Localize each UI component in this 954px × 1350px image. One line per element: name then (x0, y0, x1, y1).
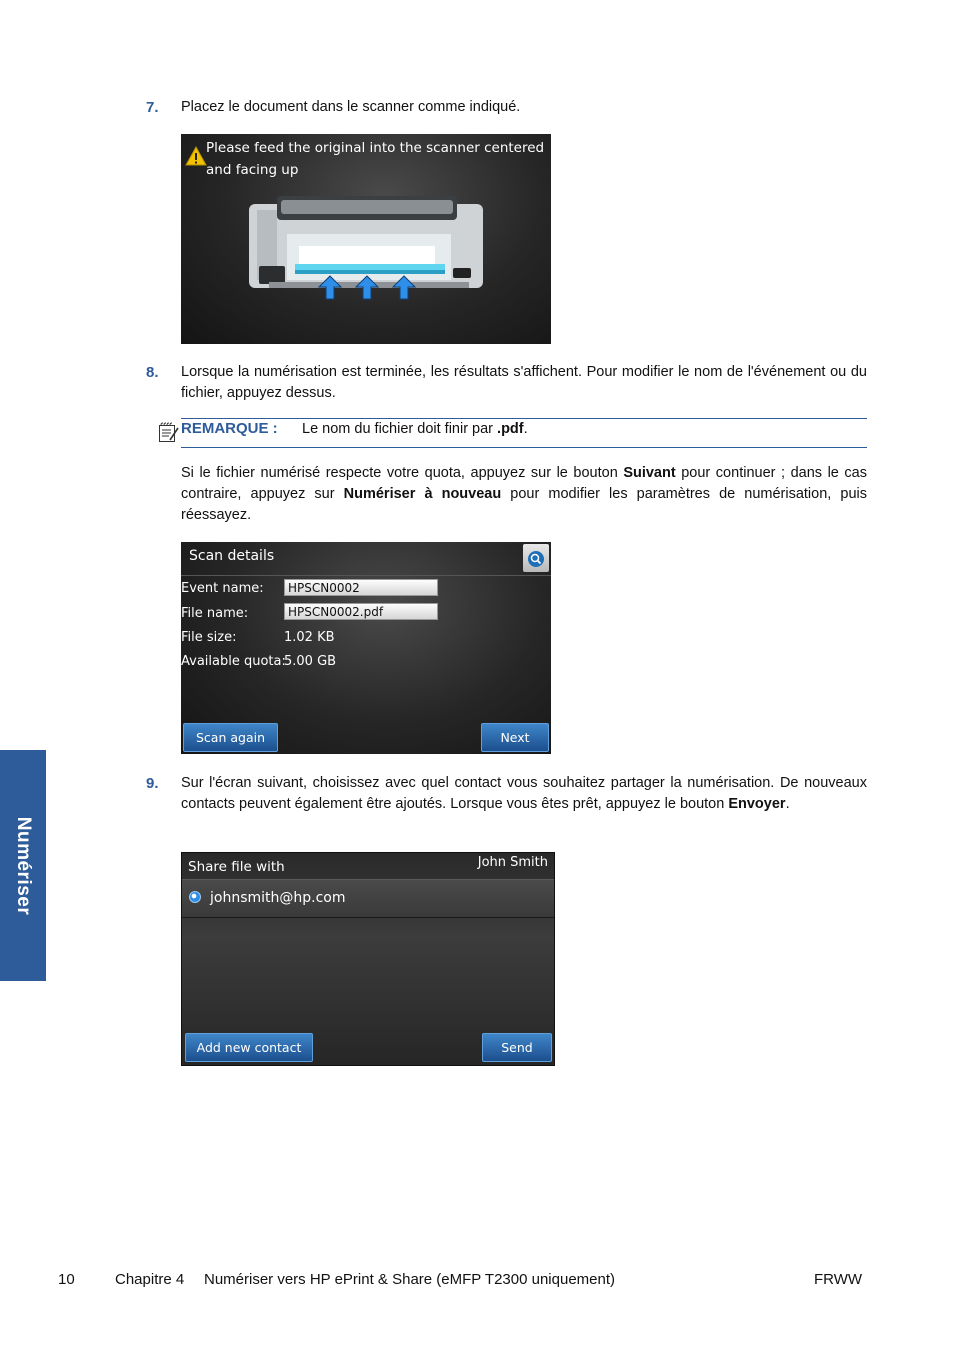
feed-message: Please feed the original into the scanner centered and facing up (206, 140, 545, 178)
contact-radio[interactable] (189, 891, 201, 903)
scan-details-title: Scan details (189, 548, 275, 564)
step-9-text: Sur l'écran suivant, choisissez avec quel contact vous souhaitez partager la numérisation. De nouveaux contacts peuvent également être ajoutés. Lorsque vous êtes prêt, appuyez le bouton Envoyer. (181, 775, 867, 812)
note-label: REMARQUE : (181, 420, 278, 437)
preview-button[interactable] (523, 544, 549, 572)
footer-chapter-title: Numériser vers HP ePrint & Share (eMFP T2300 uniquement) (204, 1271, 616, 1288)
note-bottom-rule (181, 447, 867, 448)
step-number-8: 8. (146, 364, 159, 381)
file-name-field[interactable]: HPSCN0002.pdf (284, 603, 438, 620)
file-size-value: 1.02 KB (284, 630, 335, 645)
note-text: Le nom du fichier doit finir par .pdf. (302, 421, 528, 437)
title-divider (181, 575, 551, 576)
footer-lang: FRWW (814, 1271, 863, 1288)
step-number-9: 9. (146, 775, 159, 792)
next-button[interactable]: Next (481, 723, 549, 752)
scan-details-screen (181, 542, 551, 754)
add-new-contact-button[interactable]: Add new contact (185, 1033, 313, 1062)
side-tab-label: Numériser (13, 816, 34, 915)
event-name-field[interactable]: HPSCN0002 (284, 579, 438, 596)
scanner-feed-screen (181, 134, 551, 344)
contact-email: johnsmith@hp.com (210, 890, 346, 906)
contact-row[interactable] (182, 879, 554, 918)
user-name: John Smith (477, 855, 548, 870)
note-top-rule (181, 418, 867, 419)
page-number: 10 (58, 1271, 75, 1288)
footer-chapter: Chapitre 4 (115, 1271, 185, 1288)
note-icon (158, 422, 180, 444)
step-8-text: Lorsque la numérisation est terminée, les résultats s'affichent. Pour modifier le nom de l'événement ou du fichier, appuyez dessus. (181, 364, 867, 401)
chapter-side-tab (0, 750, 46, 981)
quota-label: Available quota: (181, 654, 286, 669)
event-name-label: Event name: (181, 581, 264, 596)
share-file-title: Share file with (188, 859, 285, 875)
file-name-label: File name: (181, 606, 249, 621)
file-size-label: File size: (181, 630, 237, 645)
scan-again-button[interactable]: Scan again (183, 723, 278, 752)
warning-icon (185, 146, 207, 166)
quota-paragraph: Si le fichier numérisé respecte votre quota, appuyez sur le bouton Suivant pour continuer ; dans le cas contraire, appuyez sur Numériser à nouveau pour modifier les paramètres de numérisation, puis réessayez. (181, 465, 867, 523)
step-7-text: Placez le document dans le scanner comme indiqué. (181, 99, 521, 115)
quota-value: 5.00 GB (284, 654, 337, 669)
feed-arrows-icon (317, 275, 417, 301)
step-number-7: 7. (146, 99, 159, 116)
send-button[interactable]: Send (482, 1033, 552, 1062)
magnifier-icon (526, 549, 546, 569)
share-file-screen (181, 852, 555, 1066)
